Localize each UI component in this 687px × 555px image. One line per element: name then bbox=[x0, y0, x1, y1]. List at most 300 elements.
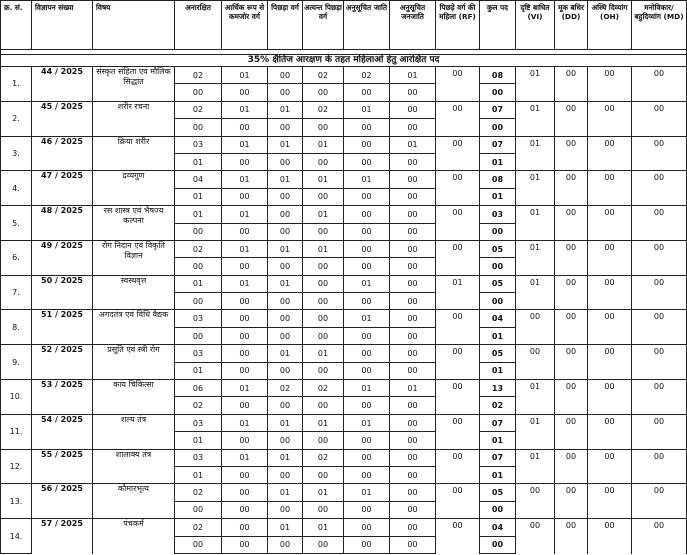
advertisement-number: 48 / 2025 bbox=[32, 206, 93, 241]
cell-women-bc: 00 bbox=[268, 84, 303, 101]
cell-vi: 00 bbox=[516, 310, 555, 345]
cell-total: 04 bbox=[480, 310, 516, 327]
cell-ews: 01 bbox=[222, 67, 268, 84]
header-subject: विषय bbox=[93, 1, 175, 50]
cell-vi: 01 bbox=[516, 414, 555, 449]
cell-women-st: 00 bbox=[390, 501, 436, 518]
cell-women-st: 00 bbox=[390, 153, 436, 170]
cell-st: 00 bbox=[390, 171, 436, 188]
advertisement-number: 46 / 2025 bbox=[32, 136, 93, 171]
table-row bbox=[1, 67, 687, 84]
cell-women-total: 00 bbox=[480, 223, 516, 240]
cell-women-st: 00 bbox=[390, 293, 436, 310]
cell-oh: 00 bbox=[588, 240, 632, 275]
table-row bbox=[1, 206, 687, 223]
cell-ews: 01 bbox=[222, 101, 268, 118]
cell-md: 00 bbox=[632, 310, 687, 345]
serial-number: 3. bbox=[1, 136, 32, 171]
table-row bbox=[1, 484, 687, 501]
cell-women-ebc: 00 bbox=[303, 397, 344, 414]
subject-name: रस शास्त्र एवं भैषज्य कल्पना bbox=[93, 206, 175, 241]
table-row bbox=[1, 101, 687, 118]
cell-vi: 01 bbox=[516, 380, 555, 415]
serial-number: 10. bbox=[1, 380, 32, 415]
cell-women-ebc: 00 bbox=[303, 432, 344, 449]
subject-name: कौमारभृत्य bbox=[93, 484, 175, 519]
cell-bc: 01 bbox=[268, 101, 303, 118]
subject-name: प्रसूति एवं स्त्री रोग bbox=[93, 345, 175, 380]
cell-md: 00 bbox=[632, 449, 687, 484]
cell-women-ews: 00 bbox=[222, 397, 268, 414]
cell-ews: 01 bbox=[222, 275, 268, 292]
cell-ews: 01 bbox=[222, 136, 268, 153]
cell-women-sc: 00 bbox=[344, 397, 390, 414]
cell-women-ews: 00 bbox=[222, 327, 268, 344]
cell-sc: 00 bbox=[344, 519, 390, 536]
cell-women-ebc: 00 bbox=[303, 258, 344, 275]
cell-women-st: 00 bbox=[390, 327, 436, 344]
cell-ebc: 02 bbox=[303, 380, 344, 397]
advertisement-number: 45 / 2025 bbox=[32, 101, 93, 136]
header-total: कुल पद bbox=[480, 1, 516, 50]
cell-women-ur: 01 bbox=[175, 188, 222, 205]
cell-ur: 06 bbox=[175, 380, 222, 397]
cell-oh: 00 bbox=[588, 449, 632, 484]
cell-dd: 00 bbox=[555, 519, 588, 554]
cell-rf: 01 bbox=[436, 275, 480, 310]
cell-sc: 00 bbox=[344, 345, 390, 362]
cell-women-st: 00 bbox=[390, 223, 436, 240]
cell-md: 00 bbox=[632, 414, 687, 449]
cell-women-ebc: 00 bbox=[303, 466, 344, 483]
cell-rf: 00 bbox=[436, 380, 480, 415]
advertisement-number: 52 / 2025 bbox=[32, 345, 93, 380]
cell-ur: 03 bbox=[175, 310, 222, 327]
cell-women-ebc: 00 bbox=[303, 188, 344, 205]
cell-ebc: 01 bbox=[303, 345, 344, 362]
table-row bbox=[1, 136, 687, 153]
cell-ebc: 02 bbox=[303, 449, 344, 466]
header-ebc: अत्यन्त पिछड़ा वर्ग bbox=[303, 1, 344, 50]
header-oh: अस्थि दिव्यांग (OH) bbox=[588, 1, 632, 50]
cell-md: 00 bbox=[632, 275, 687, 310]
cell-women-total: 00 bbox=[480, 293, 516, 310]
cell-women-bc: 00 bbox=[268, 397, 303, 414]
cell-md: 00 bbox=[632, 136, 687, 171]
cell-women-ews: 00 bbox=[222, 362, 268, 379]
cell-sc: 00 bbox=[344, 240, 390, 257]
cell-oh: 00 bbox=[588, 206, 632, 241]
header-md: मनोविकार/ बहुदिव्यांग (MD) bbox=[632, 1, 687, 50]
cell-women-total: 01 bbox=[480, 153, 516, 170]
serial-number: 14. bbox=[1, 519, 32, 554]
cell-rf: 00 bbox=[436, 101, 480, 136]
cell-ur: 02 bbox=[175, 67, 222, 84]
subject-name: अगदतंत्र एवं विधि वैद्यक bbox=[93, 310, 175, 345]
cell-women-ur: 01 bbox=[175, 362, 222, 379]
cell-total: 08 bbox=[480, 67, 516, 84]
cell-women-sc: 00 bbox=[344, 84, 390, 101]
cell-vi: 01 bbox=[516, 275, 555, 310]
cell-women-sc: 00 bbox=[344, 293, 390, 310]
cell-oh: 00 bbox=[588, 101, 632, 136]
cell-ebc: 02 bbox=[303, 67, 344, 84]
cell-ebc: 01 bbox=[303, 136, 344, 153]
cell-vi: 01 bbox=[516, 449, 555, 484]
cell-women-total: 01 bbox=[480, 466, 516, 483]
cell-women-sc: 00 bbox=[344, 153, 390, 170]
subject-name: शरीर रचना bbox=[93, 101, 175, 136]
cell-women-sc: 00 bbox=[344, 327, 390, 344]
cell-ur: 02 bbox=[175, 484, 222, 501]
banner-row bbox=[1, 55, 687, 67]
cell-rf: 00 bbox=[436, 240, 480, 275]
cell-women-ebc: 00 bbox=[303, 153, 344, 170]
cell-sc: 00 bbox=[344, 136, 390, 153]
cell-rf: 00 bbox=[436, 171, 480, 206]
header-row bbox=[1, 1, 687, 50]
cell-ebc: 01 bbox=[303, 519, 344, 536]
cell-st: 00 bbox=[390, 275, 436, 292]
cell-ur: 01 bbox=[175, 206, 222, 223]
cell-total: 07 bbox=[480, 101, 516, 118]
cell-women-total: 00 bbox=[480, 258, 516, 275]
women-reservation-banner: 35% क्षैतिज आरक्षण के तहत महिलाओं हेतु आरक्षित पद bbox=[1, 55, 687, 67]
cell-dd: 00 bbox=[555, 275, 588, 310]
table-row bbox=[1, 345, 687, 362]
subject-name: क्रिया शरीर bbox=[93, 136, 175, 171]
cell-women-bc: 00 bbox=[268, 501, 303, 518]
cell-ews: 00 bbox=[222, 519, 268, 536]
cell-women-st: 00 bbox=[390, 466, 436, 483]
cell-women-total: 00 bbox=[480, 119, 516, 136]
cell-st: 00 bbox=[390, 101, 436, 118]
cell-oh: 00 bbox=[588, 414, 632, 449]
cell-vi: 00 bbox=[516, 519, 555, 554]
cell-sc: 01 bbox=[344, 275, 390, 292]
header-ews: आर्थिक रूप से कमजोर वर्ग bbox=[222, 1, 268, 50]
serial-number: 5. bbox=[1, 206, 32, 241]
cell-dd: 00 bbox=[555, 136, 588, 171]
cell-dd: 00 bbox=[555, 345, 588, 380]
cell-bc: 02 bbox=[268, 380, 303, 397]
cell-women-sc: 00 bbox=[344, 501, 390, 518]
cell-vi: 01 bbox=[516, 206, 555, 241]
cell-total: 05 bbox=[480, 275, 516, 292]
cell-vi: 01 bbox=[516, 171, 555, 206]
header-ur: अनारक्षित bbox=[175, 1, 222, 50]
table-row bbox=[1, 519, 687, 536]
cell-dd: 00 bbox=[555, 240, 588, 275]
cell-women-sc: 00 bbox=[344, 119, 390, 136]
cell-women-sc: 00 bbox=[344, 432, 390, 449]
cell-women-ews: 00 bbox=[222, 293, 268, 310]
advertisement-number: 54 / 2025 bbox=[32, 414, 93, 449]
cell-women-ews: 00 bbox=[222, 432, 268, 449]
cell-ews: 01 bbox=[222, 240, 268, 257]
cell-women-ews: 00 bbox=[222, 536, 268, 553]
cell-women-bc: 00 bbox=[268, 119, 303, 136]
serial-number: 12. bbox=[1, 449, 32, 484]
advertisement-number: 47 / 2025 bbox=[32, 171, 93, 206]
cell-total: 13 bbox=[480, 380, 516, 397]
cell-bc: 01 bbox=[268, 484, 303, 501]
cell-sc: 01 bbox=[344, 171, 390, 188]
cell-md: 00 bbox=[632, 345, 687, 380]
cell-women-ur: 00 bbox=[175, 84, 222, 101]
subject-name: पंचकर्म bbox=[93, 519, 175, 554]
cell-women-st: 00 bbox=[390, 258, 436, 275]
cell-dd: 00 bbox=[555, 171, 588, 206]
cell-women-ews: 00 bbox=[222, 188, 268, 205]
cell-total: 08 bbox=[480, 171, 516, 188]
subject-name: शालाक्य तंत्र bbox=[93, 449, 175, 484]
serial-number: 6. bbox=[1, 240, 32, 275]
subject-name: काय चिकित्सा bbox=[93, 380, 175, 415]
table-row bbox=[1, 380, 687, 397]
cell-women-ebc: 00 bbox=[303, 536, 344, 553]
cell-st: 01 bbox=[390, 136, 436, 153]
cell-ur: 02 bbox=[175, 519, 222, 536]
cell-women-bc: 00 bbox=[268, 293, 303, 310]
cell-total: 05 bbox=[480, 345, 516, 362]
cell-st: 01 bbox=[390, 380, 436, 397]
cell-women-total: 00 bbox=[480, 536, 516, 553]
cell-md: 00 bbox=[632, 484, 687, 519]
cell-women-sc: 00 bbox=[344, 258, 390, 275]
cell-st: 00 bbox=[390, 345, 436, 362]
cell-total: 04 bbox=[480, 519, 516, 536]
cell-bc: 01 bbox=[268, 171, 303, 188]
cell-md: 00 bbox=[632, 67, 687, 102]
cell-women-sc: 00 bbox=[344, 223, 390, 240]
cell-ur: 03 bbox=[175, 136, 222, 153]
cell-ebc: 00 bbox=[303, 275, 344, 292]
cell-dd: 00 bbox=[555, 310, 588, 345]
serial-number: 7. bbox=[1, 275, 32, 310]
serial-number: 11. bbox=[1, 414, 32, 449]
cell-rf: 00 bbox=[436, 449, 480, 484]
cell-dd: 00 bbox=[555, 414, 588, 449]
cell-oh: 00 bbox=[588, 484, 632, 519]
cell-oh: 00 bbox=[588, 519, 632, 554]
cell-bc: 01 bbox=[268, 240, 303, 257]
cell-ur: 03 bbox=[175, 345, 222, 362]
cell-women-bc: 00 bbox=[268, 258, 303, 275]
table-row bbox=[1, 171, 687, 188]
advertisement-number: 56 / 2025 bbox=[32, 484, 93, 519]
cell-rf: 00 bbox=[436, 484, 480, 519]
cell-women-st: 00 bbox=[390, 362, 436, 379]
cell-total: 05 bbox=[480, 484, 516, 501]
table-row bbox=[1, 414, 687, 431]
subject-name: रोग निदान एवं विकृति विज्ञान bbox=[93, 240, 175, 275]
cell-women-st: 00 bbox=[390, 536, 436, 553]
table-row bbox=[1, 240, 687, 257]
cell-women-ebc: 00 bbox=[303, 293, 344, 310]
cell-vi: 01 bbox=[516, 101, 555, 136]
header-rf: पिछड़े वर्ग की महिला (RF) bbox=[436, 1, 480, 50]
cell-vi: 00 bbox=[516, 345, 555, 380]
cell-women-ebc: 00 bbox=[303, 84, 344, 101]
advertisement-number: 51 / 2025 bbox=[32, 310, 93, 345]
cell-total: 07 bbox=[480, 449, 516, 466]
cell-women-total: 01 bbox=[480, 362, 516, 379]
cell-women-ur: 00 bbox=[175, 293, 222, 310]
cell-rf: 00 bbox=[436, 310, 480, 345]
cell-st: 00 bbox=[390, 240, 436, 257]
subject-name: स्वस्थवृत्त bbox=[93, 275, 175, 310]
cell-st: 00 bbox=[390, 310, 436, 327]
cell-women-ur: 00 bbox=[175, 119, 222, 136]
cell-women-ews: 00 bbox=[222, 153, 268, 170]
cell-ur: 03 bbox=[175, 449, 222, 466]
cell-women-ebc: 00 bbox=[303, 223, 344, 240]
serial-number: 2. bbox=[1, 101, 32, 136]
cell-md: 00 bbox=[632, 519, 687, 554]
cell-bc: 01 bbox=[268, 345, 303, 362]
cell-md: 00 bbox=[632, 101, 687, 136]
table-body bbox=[1, 67, 687, 554]
cell-women-st: 00 bbox=[390, 432, 436, 449]
cell-ews: 01 bbox=[222, 380, 268, 397]
cell-women-ebc: 00 bbox=[303, 119, 344, 136]
cell-dd: 00 bbox=[555, 206, 588, 241]
cell-total: 03 bbox=[480, 206, 516, 223]
cell-ews: 00 bbox=[222, 310, 268, 327]
serial-number: 8. bbox=[1, 310, 32, 345]
cell-total: 07 bbox=[480, 414, 516, 431]
table-row bbox=[1, 275, 687, 292]
cell-women-ur: 01 bbox=[175, 466, 222, 483]
cell-ews: 01 bbox=[222, 206, 268, 223]
cell-vi: 00 bbox=[516, 484, 555, 519]
advertisement-number: 57 / 2025 bbox=[32, 519, 93, 554]
cell-ur: 02 bbox=[175, 240, 222, 257]
cell-women-total: 01 bbox=[480, 327, 516, 344]
cell-women-bc: 00 bbox=[268, 362, 303, 379]
advertisement-number: 50 / 2025 bbox=[32, 275, 93, 310]
header-sc: अनुसूचित जाति bbox=[344, 1, 390, 50]
cell-ebc: 01 bbox=[303, 414, 344, 431]
cell-women-ews: 00 bbox=[222, 501, 268, 518]
table-row bbox=[1, 310, 687, 327]
cell-ebc: 00 bbox=[303, 310, 344, 327]
header-sn: क्र. सं. bbox=[1, 1, 32, 50]
cell-oh: 00 bbox=[588, 136, 632, 171]
cell-oh: 00 bbox=[588, 345, 632, 380]
cell-md: 00 bbox=[632, 171, 687, 206]
cell-ebc: 01 bbox=[303, 240, 344, 257]
cell-bc: 01 bbox=[268, 275, 303, 292]
subject-name: द्रव्यगुण bbox=[93, 171, 175, 206]
cell-ebc: 01 bbox=[303, 171, 344, 188]
cell-vi: 01 bbox=[516, 136, 555, 171]
cell-women-total: 00 bbox=[480, 501, 516, 518]
cell-women-bc: 00 bbox=[268, 536, 303, 553]
cell-sc: 01 bbox=[344, 310, 390, 327]
cell-bc: 01 bbox=[268, 519, 303, 536]
cell-ur: 03 bbox=[175, 414, 222, 431]
cell-women-ebc: 00 bbox=[303, 327, 344, 344]
cell-women-total: 02 bbox=[480, 397, 516, 414]
cell-sc: 00 bbox=[344, 449, 390, 466]
cell-women-ews: 00 bbox=[222, 84, 268, 101]
cell-women-bc: 00 bbox=[268, 188, 303, 205]
cell-sc: 01 bbox=[344, 101, 390, 118]
cell-women-st: 00 bbox=[390, 397, 436, 414]
cell-vi: 01 bbox=[516, 67, 555, 102]
header-adv-no: विज्ञापन संख्या bbox=[32, 1, 93, 50]
advertisement-number: 55 / 2025 bbox=[32, 449, 93, 484]
cell-women-bc: 00 bbox=[268, 327, 303, 344]
cell-ebc: 01 bbox=[303, 484, 344, 501]
cell-ews: 01 bbox=[222, 449, 268, 466]
cell-ur: 04 bbox=[175, 171, 222, 188]
cell-rf: 00 bbox=[436, 519, 480, 554]
cell-md: 00 bbox=[632, 380, 687, 415]
cell-st: 00 bbox=[390, 449, 436, 466]
cell-women-bc: 00 bbox=[268, 223, 303, 240]
cell-women-ur: 00 bbox=[175, 536, 222, 553]
cell-rf: 00 bbox=[436, 67, 480, 102]
cell-dd: 00 bbox=[555, 101, 588, 136]
cell-dd: 00 bbox=[555, 67, 588, 102]
cell-bc: 00 bbox=[268, 67, 303, 84]
cell-ur: 02 bbox=[175, 101, 222, 118]
cell-dd: 00 bbox=[555, 380, 588, 415]
advertisement-number: 44 / 2025 bbox=[32, 67, 93, 102]
cell-women-st: 00 bbox=[390, 188, 436, 205]
cell-oh: 00 bbox=[588, 67, 632, 102]
table-row bbox=[1, 449, 687, 466]
advertisement-number: 53 / 2025 bbox=[32, 380, 93, 415]
cell-bc: 01 bbox=[268, 414, 303, 431]
cell-rf: 00 bbox=[436, 206, 480, 241]
cell-women-st: 00 bbox=[390, 119, 436, 136]
cell-sc: 02 bbox=[344, 67, 390, 84]
cell-women-ur: 00 bbox=[175, 327, 222, 344]
cell-ebc: 01 bbox=[303, 206, 344, 223]
cell-women-bc: 00 bbox=[268, 153, 303, 170]
cell-ews: 01 bbox=[222, 171, 268, 188]
cell-women-total: 01 bbox=[480, 188, 516, 205]
cell-women-ews: 00 bbox=[222, 119, 268, 136]
cell-md: 00 bbox=[632, 206, 687, 241]
subject-name: शल्य तंत्र bbox=[93, 414, 175, 449]
cell-vi: 01 bbox=[516, 240, 555, 275]
cell-oh: 00 bbox=[588, 275, 632, 310]
cell-women-ews: 00 bbox=[222, 466, 268, 483]
header-vi: दृष्टि बाधित (VI) bbox=[516, 1, 555, 50]
header-st: अनुसूचित जनजाति bbox=[390, 1, 436, 50]
cell-total: 07 bbox=[480, 136, 516, 153]
cell-women-ews: 00 bbox=[222, 223, 268, 240]
subject-name: संस्कृत संहिता एवं मौलिक सिद्धांत bbox=[93, 67, 175, 102]
cell-women-ur: 01 bbox=[175, 153, 222, 170]
cell-ews: 00 bbox=[222, 484, 268, 501]
header-bc: पिछड़ा वर्ग bbox=[268, 1, 303, 50]
cell-sc: 01 bbox=[344, 484, 390, 501]
header-dd: मूक बधिर (DD) bbox=[555, 1, 588, 50]
serial-number: 9. bbox=[1, 345, 32, 380]
cell-st: 00 bbox=[390, 484, 436, 501]
cell-st: 00 bbox=[390, 519, 436, 536]
cell-md: 00 bbox=[632, 240, 687, 275]
advertisement-number: 49 / 2025 bbox=[32, 240, 93, 275]
cell-dd: 00 bbox=[555, 449, 588, 484]
cell-women-ebc: 00 bbox=[303, 501, 344, 518]
